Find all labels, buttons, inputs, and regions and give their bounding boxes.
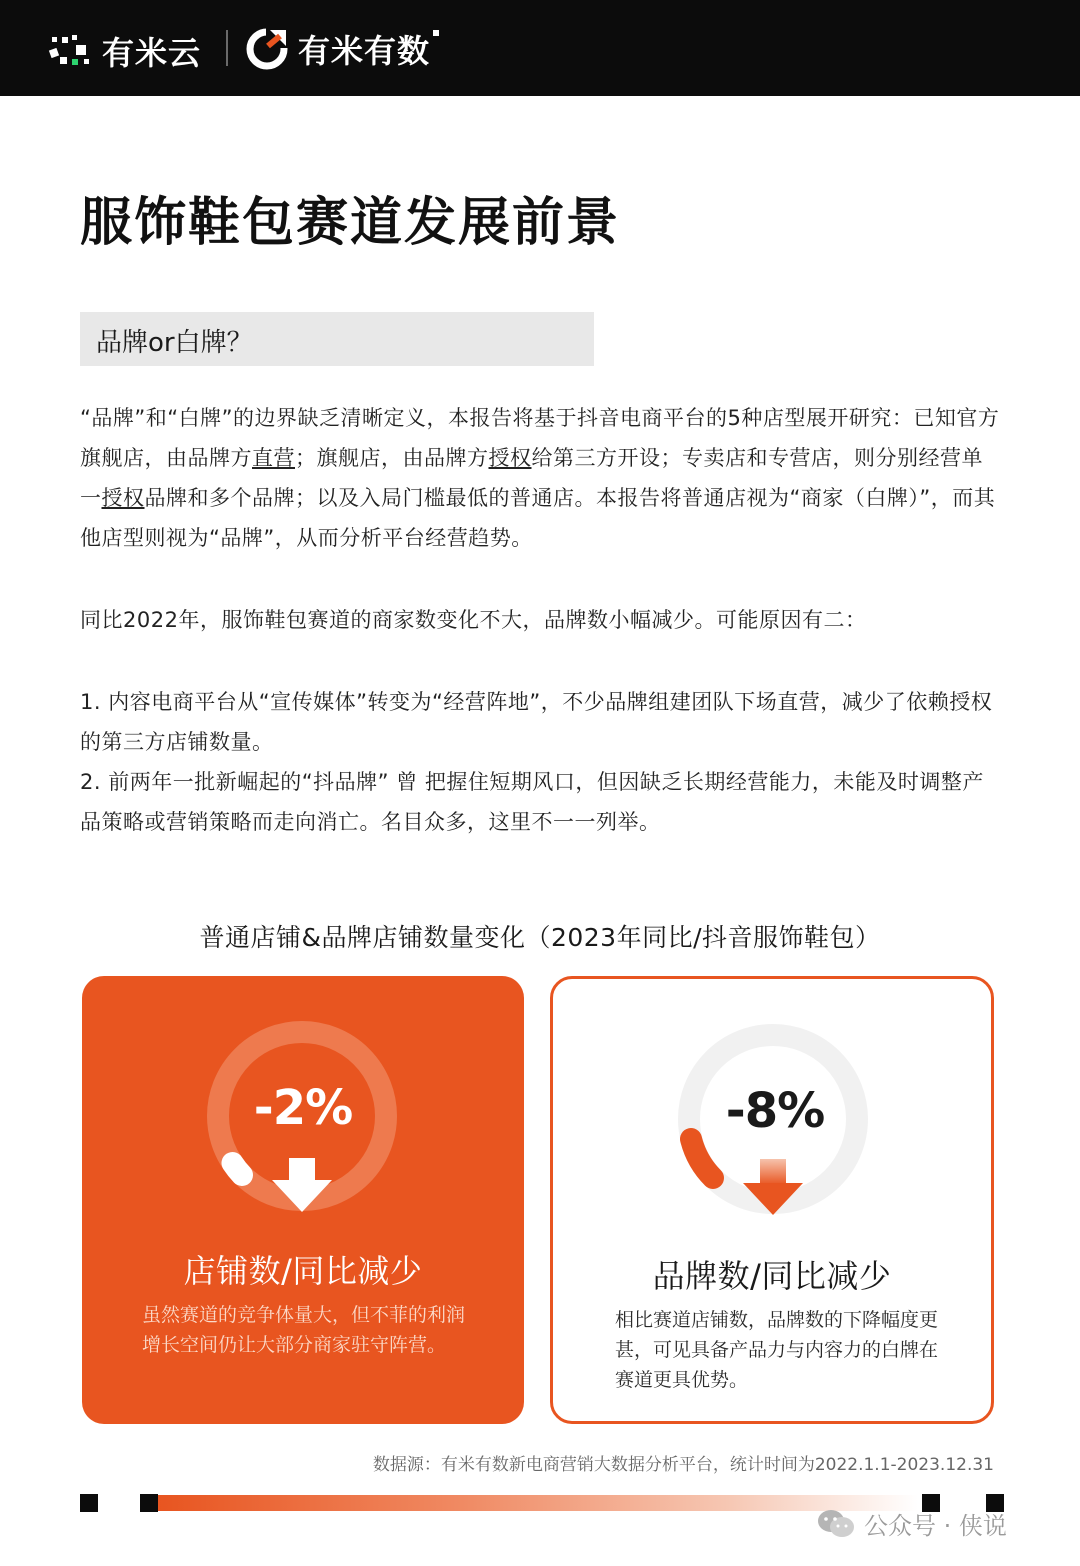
- intro-paragraph: [80, 398, 1000, 558]
- brand-card-description: 相比赛道店铺数，品牌数的下降幅度更甚，可见具备产品力与内容力的白牌在赛道更具优势。: [615, 1309, 939, 1391]
- youmi-cloud-icon: [46, 31, 94, 71]
- intro-text-2: ；旗舰店，由品牌方: [295, 446, 489, 470]
- intro-text-4: 品牌和多个品牌；以及入局门槛最低的普通店。本报告将普通店视为“商家（白牌）”，而其他店型则视为“品牌”，从而分析平台经营趋势。: [80, 486, 996, 550]
- youmi-cloud-logo: [46, 28, 201, 74]
- summary-paragraph: 同比2022年，服饰鞋包赛道的商家数变化不大，品牌数小幅减少。可能原因有二：: [80, 608, 867, 632]
- wechat-icon: [816, 1508, 856, 1540]
- brand-card-heading: 品牌数/同比减少: [652, 1257, 892, 1295]
- footer-gradient-bar: [158, 1495, 918, 1511]
- reason-2: 2. 前两年一批新崛起的“抖品牌” 曾 把握住短期风口，但因缺乏长期经营能力，未能及时调整产品策略或营销策略而走向消亡。名目众多，这里不一一列举。: [80, 770, 984, 834]
- store-change-value: -2%: [253, 1080, 353, 1136]
- section-header: [80, 312, 594, 366]
- footer-square: [80, 1494, 98, 1512]
- data-source: 数据源：有米有数新电商营销大数据分析平台，统计时间为2022.1.1-2023.12.31: [372, 1455, 994, 1475]
- youmi-data-logo: [246, 26, 439, 72]
- brand-right-text: 有米有数: [298, 32, 431, 70]
- brand-dot: [433, 30, 439, 36]
- intro-text-1: “品牌”和“白牌”的边界缺乏清晰定义，本报告将基于抖音电商平台的5种店型展开研究：已知官方旗舰店，由品牌方: [80, 406, 1000, 470]
- intro-underline-3: 授权: [101, 486, 145, 510]
- logo-divider: [226, 30, 228, 66]
- store-card-description: 虽然赛道的竞争体量大，但不菲的利润增长空间仍让大部分商家驻守阵营。: [142, 1304, 466, 1356]
- watermark-text: 公众号 · 侠说: [864, 1512, 1007, 1540]
- store-card-heading: 店铺数/同比减少: [183, 1252, 423, 1290]
- chart-title: 普通店铺&品牌店铺数量变化（2023年同比/抖音服饰鞋包）: [199, 923, 881, 952]
- header-bar: [0, 0, 1080, 96]
- reason-1: 1. 内容电商平台从“宣传媒体”转变为“经营阵地”，不少品牌组建团队下场直营，减少了依赖授权的第三方店铺数量。: [80, 690, 993, 754]
- intro-text-3: 给第三方开设；专卖店和专营店，则分别经营单一: [80, 446, 983, 510]
- store-count-card: [82, 976, 524, 1424]
- watermark: [816, 1506, 1007, 1541]
- section-label: 品牌or白牌？: [96, 328, 253, 358]
- brand-count-card: [550, 976, 994, 1424]
- brand-left-text: 有米云: [102, 34, 202, 72]
- page-title: 服饰鞋包赛道发展前景: [80, 193, 621, 253]
- intro-underline-2: 授权: [488, 446, 532, 470]
- intro-underline-1: 直营: [252, 446, 295, 470]
- youmi-data-icon: [246, 28, 288, 70]
- footer-square: [140, 1494, 158, 1512]
- brand-change-value: -8%: [725, 1083, 825, 1139]
